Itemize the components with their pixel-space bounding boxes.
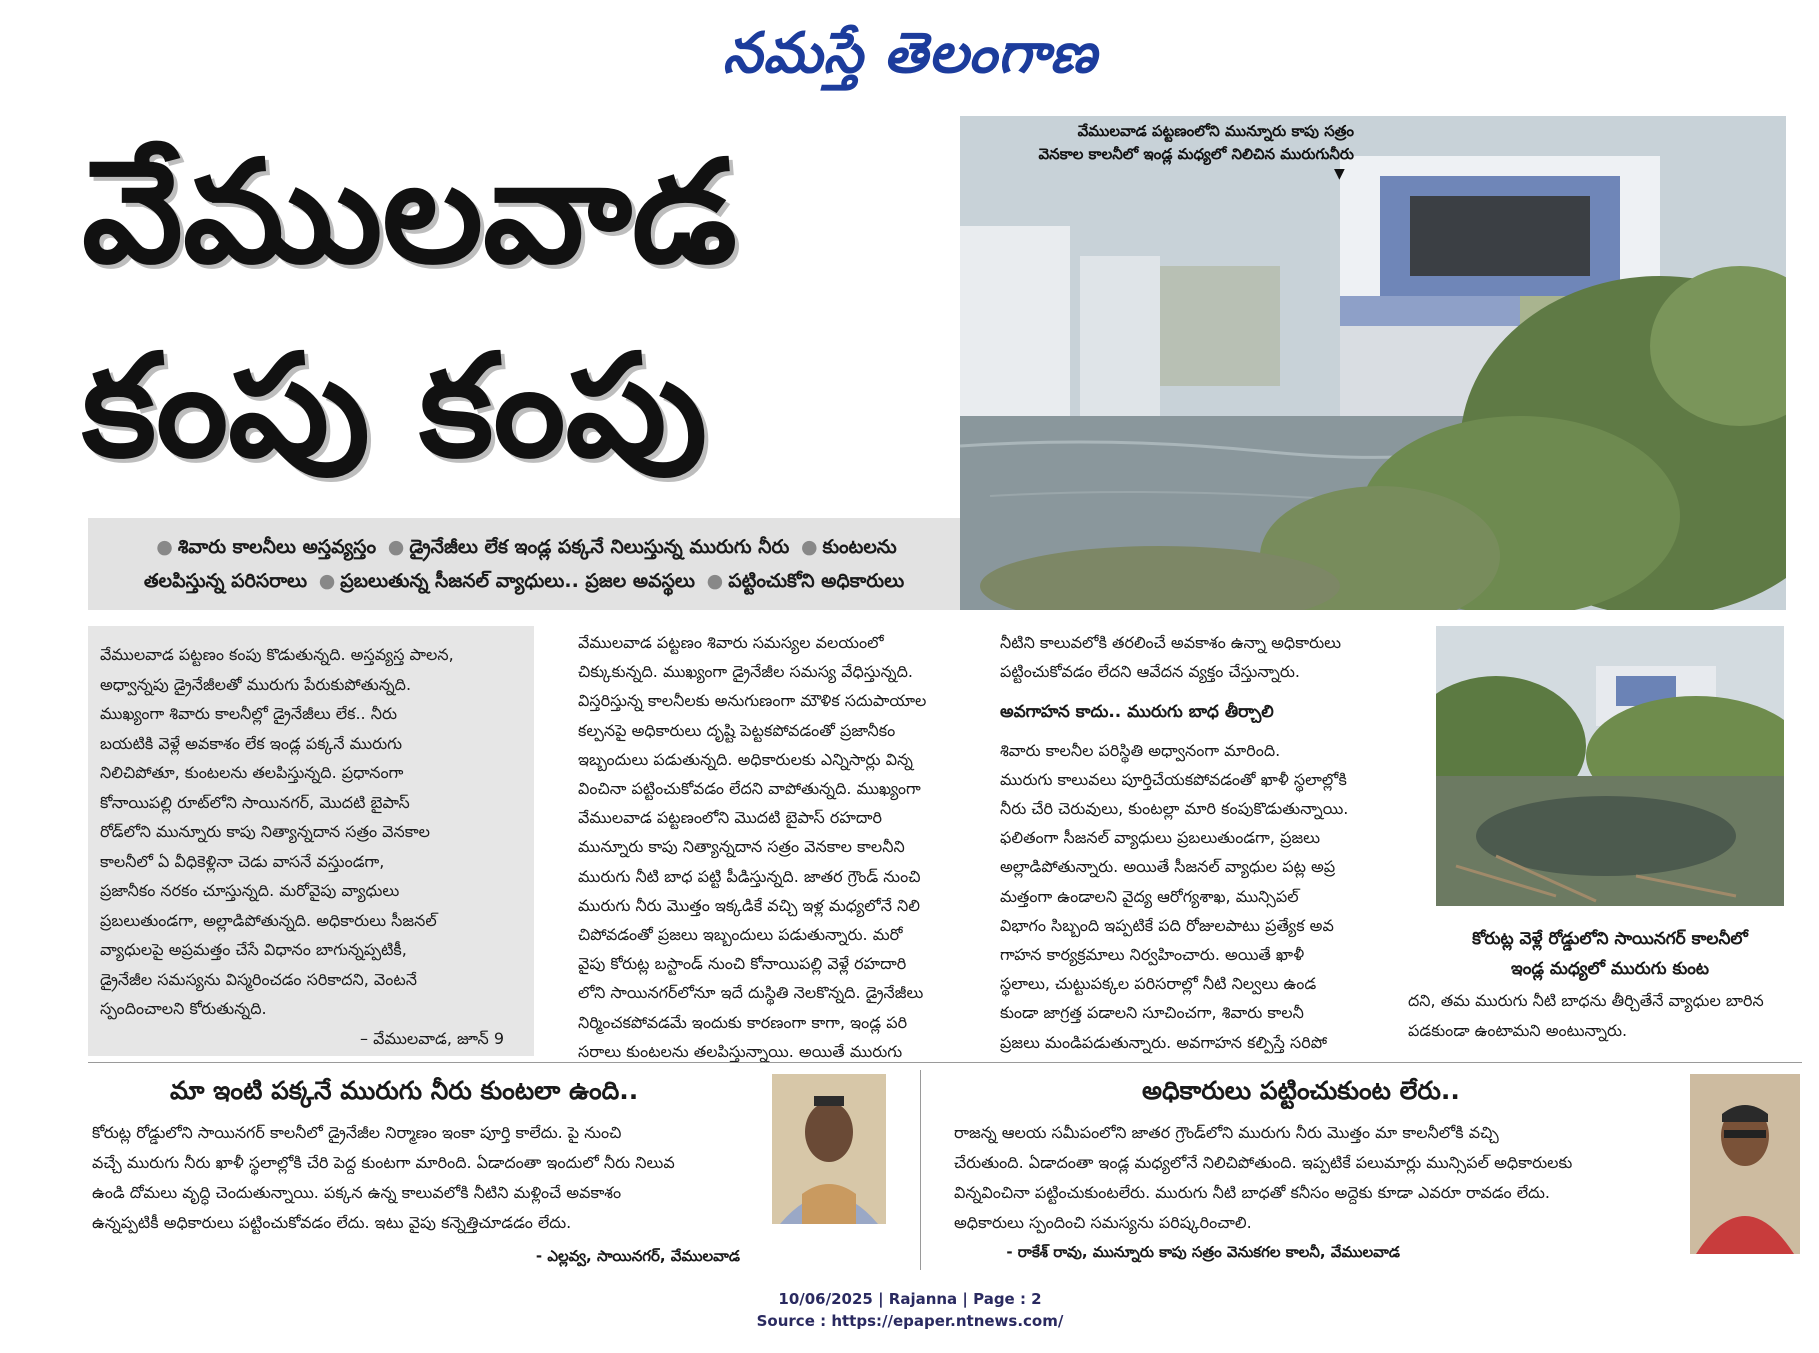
text-line: ముఖ్యంగా శివారు కాలనీల్లో డ్రైనేజీలు లేక.. నీరు <box>100 704 397 723</box>
text-line: అధ్వాన్నపు డ్రైనేజీలతో మురుగు పేరుకుపోతున్నది. <box>100 674 412 694</box>
headline-line1: వేములవాడ <box>82 130 737 295</box>
text-line: ఉండి దోమలు వృద్ధి చెందుతున్నాయి. పక్కన ఉన్న కాలువలోకి నీటిని మళ్లించే అవకాశం <box>92 1183 622 1202</box>
text-line: ప్రజానీకం నరకం చూస్తున్నది. మరోవైపు వ్యాధులు <box>100 881 400 900</box>
photo-caption <box>1410 924 1810 984</box>
text-line: మురుగు నీరు మొత్తం ఇక్కడికే వచ్చి ఇళ్ల మధ్యలోనే నిలి <box>578 895 921 915</box>
footer-source-link[interactable]: Source : https://epaper.ntnews.com/ <box>756 1312 1064 1330</box>
text-line: విస్తరిస్తున్న కాలనీలకు అనుగుణంగా మౌళిక సదుపాయాల <box>578 691 927 711</box>
text-line: మురుగు కాలువలు పూర్తిచేయకపోవడంతో ఖాళీ స్థలాల్లోకి <box>1000 769 1347 789</box>
quote-attribution: - రాకేశ్ రావు, మున్నూరు కాపు సత్రం వెనుకగల కాలనీ, వేములవాడ <box>1006 1243 1400 1261</box>
highlight-item: తలపిస్తున్న పరిసరాలు <box>143 570 308 592</box>
text-line: దని, తమ మురుగు నీటి బాధను తీర్చితేనే వ్యాధుల బారిన <box>1408 991 1764 1010</box>
highlights-row-2 <box>108 564 940 598</box>
caption-line: కోరుట్ల వెళ్లే రోడ్డులోని సాయినగర్ కాలనీలో <box>1472 929 1748 949</box>
text-line: వేములవాడ పట్టణం శివారు సమస్యల వలయంలో <box>578 633 884 652</box>
divider-vertical <box>920 1070 921 1270</box>
text-line: వేములవాడ పట్టణం కంపు కొడుతున్నది. అస్తవ్యస్త పాలన, <box>100 645 454 664</box>
photo-sewage-pond-colony <box>960 116 1786 610</box>
quote-body <box>954 1118 1654 1238</box>
text-line: విన్నవించినా పట్టించుకుంటలేరు. మురుగు నీటి బాధతో కనీసం అద్దెకు కూడా ఎవరూ రావడం లేదు. <box>954 1183 1550 1202</box>
text-line: వించినా పట్టించుకోవడం లేదని వాపోతున్నది. ముఖ్యంగా <box>578 779 921 799</box>
highlight-item: ప్రబలుతున్న సీజనల్ వ్యాధులు.. ప్రజల అవస్థలు <box>340 570 695 592</box>
text-line: విభాగం సిబ్బంది ఇప్పటికే పది రోజులపాటు ప్రత్యేక అవ <box>1000 915 1334 935</box>
text-line: చిక్కుకున్నది. ముఖ్యంగా డ్రైనేజీల సమస్య వేధిస్తున్నది. <box>578 662 913 682</box>
text-line: వైపు కోరుట్ల బస్టాండ్ నుంచి కోనాయిపల్లి వెళ్లే రహదారి <box>578 954 907 974</box>
text-line: స్పందించాలని కోరుతున్నది. <box>100 999 267 1018</box>
divider-horizontal <box>88 1062 1802 1063</box>
text-line: పట్టించుకోవడం లేదని ఆవేదన వ్యక్తం చేస్తున్నారు. <box>1000 662 1300 682</box>
text-line: నిలిచిపోతూ, కుంటలను తలపిస్తున్నది. ప్రధానంగా <box>100 763 404 782</box>
highlights-band <box>88 518 960 610</box>
text-line: వచ్చే మురుగు నీరు ఖాళీ స్థలాల్లోకి చేరి పెద్ద కుంటగా మారింది. ఏడాదంతా ఇందులో నీరు నిలువ <box>92 1153 675 1172</box>
intro-box <box>88 626 534 1056</box>
text-line: బయటికి వెళ్లే అవకాశం లేక ఇండ్ల పక్కనే మురుగు <box>100 733 403 753</box>
bullet-icon: ● <box>387 536 405 558</box>
text-line: ఇబ్బందులు పడుతున్నది. అధికారులకు ఎన్నిసార్లు విన్న <box>578 749 913 769</box>
text-line: నీరు చేరి చెరువులు, కుంటల్లా మారి కంపుకొడుతున్నాయి. <box>1000 799 1349 819</box>
text-line: శివారు కాలనీల పరిస్థితి అధ్వానంగా మారింది. <box>1000 740 1281 760</box>
highlight-item: పట్టించుకోని అధికారులు <box>728 570 905 592</box>
photo-caption <box>964 120 1354 166</box>
bullet-icon: ● <box>800 536 818 558</box>
dateline: – వేములవాడ, జూన్ 9 <box>360 1028 504 1048</box>
avatar <box>1690 1074 1800 1254</box>
bullet-icon: ● <box>706 570 724 592</box>
text-line: వ్యాధులపై అప్రమత్తం చేసే విధానం బాగున్నప్పటికీ, <box>100 940 407 959</box>
text-line: కుండా జాగ్రత్త పడాలని సూచించగా, శివారు కాలనీ <box>1000 1003 1304 1023</box>
text-line: డ్రైనేజీల సమస్యను విస్మరించడం సరికాదని, వెంటనే <box>100 969 417 989</box>
bullet-icon: ● <box>156 536 173 558</box>
text-line: ఫలితంగా సీజనల్ వ్యాధులు ప్రబలుతుండగా, ప్రజలు <box>1000 828 1321 848</box>
text-line: గాహన కార్యక్రమాలు నిర్వహించారు. అయితే ఖాళీ <box>1000 945 1305 965</box>
article-column-3 <box>1000 628 1402 1057</box>
text-line: అల్లాడిపోతున్నారు. అయితే సీజనల్ వ్యాధుల పట్ల అప్ర <box>1000 857 1336 877</box>
article-column-2 <box>578 628 978 1066</box>
text-line: చిపోవడంతో ప్రజలు ఇబ్బందులు పడుతున్నారు. మరో <box>578 925 903 945</box>
text-line: చేరుతుంది. ఏడాదంతా ఇండ్ల మధ్యలోనే నిలిచిపోతుంది. ఇప్పటికే పలుమార్లు మున్సిపల్ అధికారులకు <box>954 1153 1573 1172</box>
highlights-row-1 <box>108 530 940 564</box>
text-line: నిర్మించకపోవడమే ఇందుకు కారణంగా కాగా, ఇండ్ల పరి <box>578 1012 908 1032</box>
text-line: అధికారులు స్పందించి సమస్యను పరిష్కరించాలి. <box>954 1213 1252 1232</box>
text-line: కల్పనపై అధికారులు దృష్టి పెట్టకపోవడంతో ప్రజానీకం <box>578 720 896 740</box>
highlight-item: డ్రైనేజీలు లేక ఇండ్ల పక్కనే నిలుస్తున్న మురుగు నీరు <box>409 536 790 558</box>
highlight-item: శివారు కాలనీలు అస్తవ్యస్తం <box>177 536 377 558</box>
text-line: కోనాయిపల్లి రూట్‌లోని సాయినగర్, మొదటి బైపాస్ <box>100 792 410 812</box>
text-line: నీటిని కాలువలోకి తరలించే అవకాశం ఉన్నా అధికారులు <box>1000 633 1341 652</box>
footer-date-line: 10/06/2025 | Rajanna | Page : 2 <box>778 1290 1042 1308</box>
bullet-icon: ● <box>318 570 336 592</box>
text-line: ప్రబలుతుండగా, అల్లాడిపోతున్నది. అధికారులు సీజనల్ <box>100 910 437 930</box>
caption-line: వేములవాడ పట్టణంలోని మున్నూరు కాపు సత్రం <box>1077 122 1354 140</box>
text-line: స్థలాలు, చుట్టుపక్కల పరిసరాల్లో నీటి నిల్వలు ఉండ <box>1000 974 1317 994</box>
headline-line2: కంపు కంపు <box>82 324 708 489</box>
caption-line: ఇండ్ల మధ్యలో మురుగు కుంట <box>1511 959 1709 979</box>
avatar <box>772 1074 886 1224</box>
quote-attribution: - ఎల్లవ్వ, సాయినగర్, వేములవాడ <box>535 1247 740 1265</box>
quote-body <box>92 1118 742 1238</box>
text-line: రోడ్‌లోని మున్నూరు కాపు నిత్యాన్నదాన సత్రం వెనకాల <box>100 822 431 841</box>
quote-heading: అధికారులు పట్టించుకుంట లేరు.. <box>1142 1076 1460 1105</box>
highlight-item: కుంటలను <box>822 536 897 558</box>
caption-line: వెనకాల కాలనీలో ఇండ్ల మధ్యలో నిలిచిన మురుగునీరు <box>1038 145 1354 163</box>
text-line: ప్రజలు మండిపడుతున్నారు. అవగాహన కల్పిస్తే సరిపో <box>1000 1032 1327 1052</box>
article-subheading: అవగాహన కాదు.. మురుగు బాధ తీర్చాలి <box>1000 702 1274 723</box>
text-line: మత్తంగా ఉండాలని వైద్య ఆరోగ్యశాఖ, మున్సిపల్ <box>1000 886 1299 906</box>
text-line: పడకుండా ఉంటామని అంటున్నారు. <box>1408 1020 1628 1040</box>
article-column-3-continued <box>1408 986 1806 1045</box>
text-line: సరాలు కుంటలను తలపిస్తున్నాయి. అయితే మురుగు <box>578 1041 903 1061</box>
text-line: లోని సాయినగర్‌లోనూ ఇదే దుస్థితి నెలకొన్నది. డ్రైనేజీలు <box>578 983 924 1003</box>
text-line: వేములవాడ పట్టణంలోని మొదటి బైపాస్ రహదారి <box>578 808 882 828</box>
page-footer <box>600 1288 1220 1332</box>
text-line: మున్నూరు కాపు నిత్యాన్నదాన సత్రం వెనకాల కాలనీని <box>578 837 905 857</box>
text-line: రాజన్న ఆలయ సమీపంలోని జాతర గ్రౌండ్‌లోని మురుగు నీరు మొత్తం మా కాలనీలోకి వచ్చి <box>954 1123 1499 1142</box>
text-line: మురుగు నీటి బాధ పట్టి పీడిస్తున్నది. జాతర గ్రౌండ్ నుంచి <box>578 866 921 886</box>
photo-sainagar-pond <box>1436 626 1784 906</box>
quote-heading: మా ఇంటి పక్కనే మురుగు నీరు కుంటలా ఉంది.. <box>170 1076 639 1105</box>
text-line: కాలనీలో ఏ వీధికెళ్లినా చెడు వాసనే వస్తుండగా, <box>100 851 385 871</box>
caption-arrow-icon: ▼ <box>1334 166 1345 182</box>
masthead-logo: నమస్తే తెలంగాణ <box>722 20 1098 86</box>
text-line: ఉన్నప్పటికీ అధికారులు పట్టించుకోవడం లేదు. ఇటు వైపు కన్నెత్తిచూడడం లేదు. <box>92 1213 572 1232</box>
text-line: కోరుట్ల రోడ్డులోని సాయినగర్ కాలనీలో డ్రైనేజీల నిర్మాణం ఇంకా పూర్తి కాలేదు. పై నుంచి <box>92 1123 622 1142</box>
